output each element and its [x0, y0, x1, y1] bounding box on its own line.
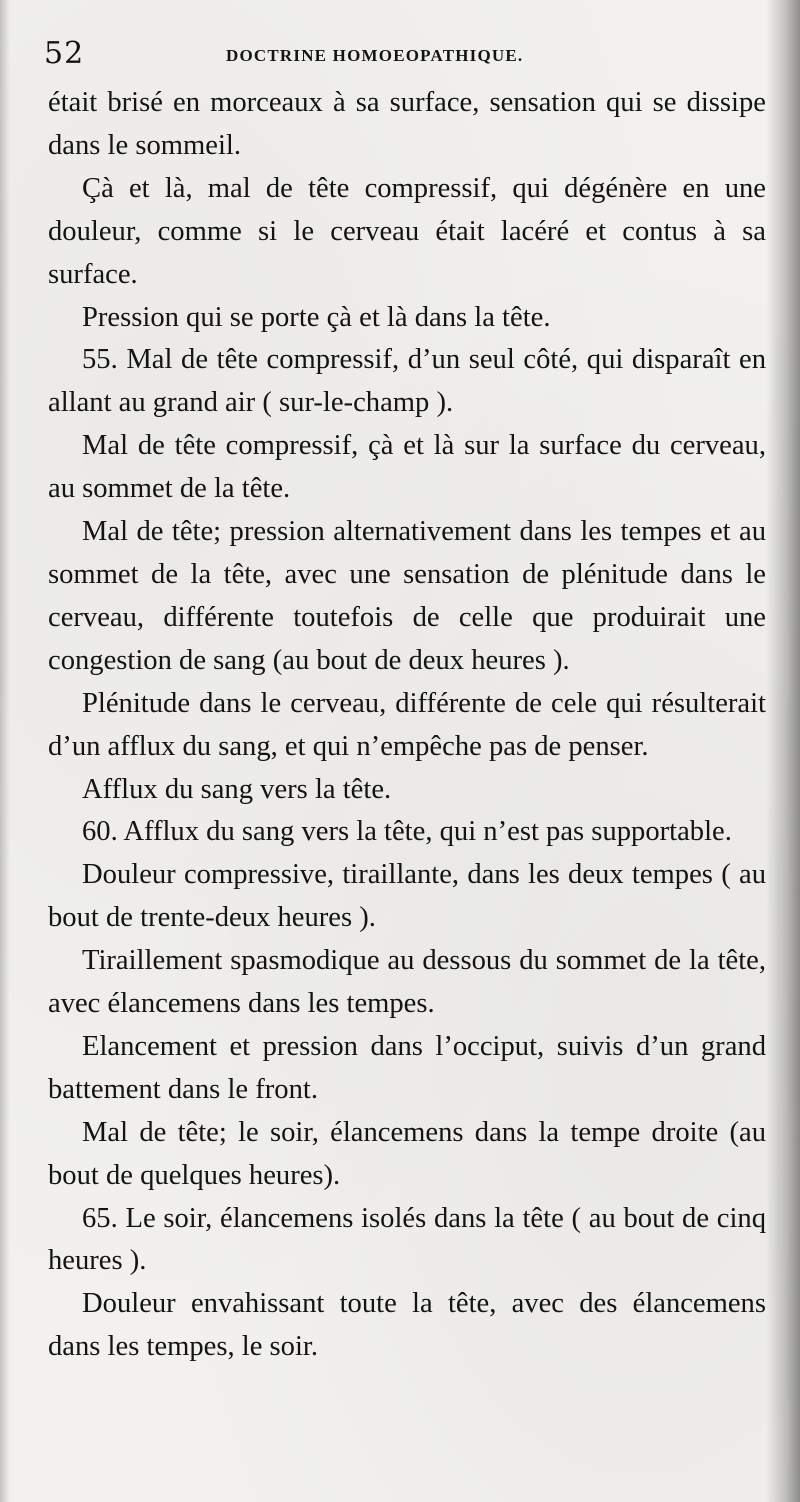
paragraph: Tiraillement spasmodique au dessous du sommet de la tête, avec élancemens dans les tempes.: [48, 945, 766, 1020]
page-header: [40, 30, 760, 70]
paragraph: Douleur envahissant toute la tête, avec des élancemens dans les tempes, le soir.: [48, 1288, 766, 1363]
body-text: [48, 82, 766, 1369]
paragraph: Douleur compressive, tiraillante, dans les deux tempes ( au bout de trente-deux heures ).: [48, 859, 766, 934]
page-number: 52: [44, 36, 85, 71]
paragraph: Pression qui se porte çà et là dans la tête.: [82, 301, 551, 333]
page-gutter-shadow: [766, 0, 800, 1502]
paragraph: Mal de tête compressif, çà et là sur la surface du cerveau, au sommet de la tête.: [48, 430, 766, 505]
running-head: DOCTRINE HOMOEOPATHIQUE.: [226, 46, 524, 65]
paragraph: Mal de tête; le soir, élancemens dans la tempe droite (au bout de quelques heures).: [48, 1116, 766, 1191]
paragraph: Mal de tête; pression alternativement dans les tempes et au sommet de la tête, avec une sensation de plénitude dans le cerveau, différente toutefois de celle que produirait une congestion de sang (au bout de deux heures ).: [48, 516, 766, 676]
paragraph: Plénitude dans le cerveau, différente de cele qui résulterait d’un afflux du sang, et qui n’empêche pas de penser.: [48, 687, 766, 762]
paragraph: Afflux du sang vers la tête.: [82, 773, 392, 805]
paragraph: 55. Mal de tête compressif, d’un seul côté, qui disparaît en allant au grand air ( sur-le-champ ).: [48, 344, 766, 419]
paragraph: était brisé en morceaux à sa surface, sensation qui se dissipe dans le sommeil.: [48, 87, 766, 161]
paragraph: Çà et là, mal de tête compressif, qui dégénère en une douleur, comme si le cerveau était lacéré et contus à sa surface.: [48, 172, 766, 290]
paragraph: 60. Afflux du sang vers la tête, qui n’est pas supportable.: [82, 816, 732, 848]
page-left-shadow: [0, 0, 10, 1502]
paragraph: Elancement et pression dans l’occiput, suivis d’un grand battement dans le front.: [48, 1030, 766, 1105]
paragraph: 65. Le soir, élancemens isolés dans la tête ( au bout de cinq heures ).: [48, 1202, 766, 1277]
